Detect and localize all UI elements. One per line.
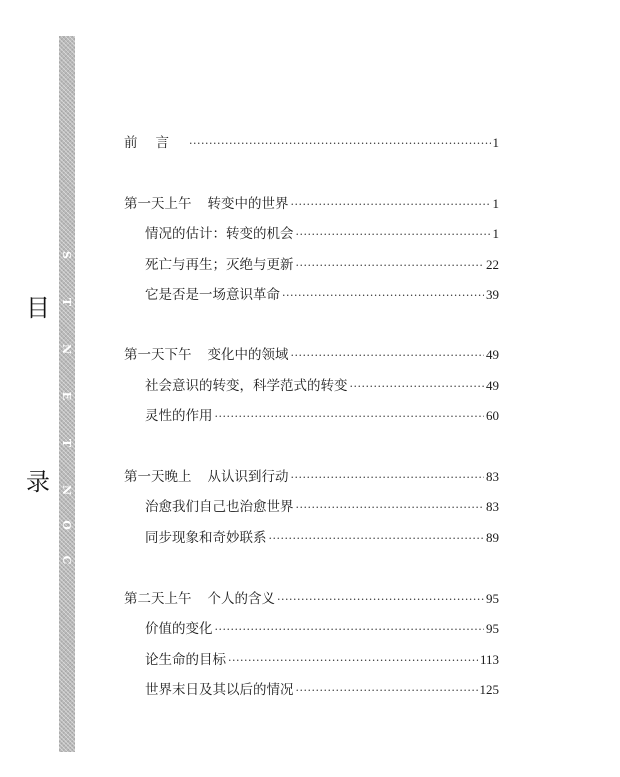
toc-section[interactable] <box>145 529 499 548</box>
chapter-prefix: 第一天下午 <box>124 347 192 363</box>
leader-dots <box>291 469 485 487</box>
leader-dots <box>296 499 485 517</box>
toc-section[interactable] <box>145 407 499 426</box>
toc-section-title: 灵性的作用 <box>145 408 213 424</box>
toc-section-title: 价值的变化 <box>145 621 213 637</box>
toc-section-title: 情况的估计：转变的机会 <box>145 226 294 242</box>
chapter-prefix: 第二天上午 <box>124 591 192 607</box>
toc-page-number: 83 <box>486 469 499 484</box>
side-title-char: 目 <box>26 294 50 322</box>
toc-page-number: 39 <box>486 287 499 302</box>
toc-section-title: 死亡与再生；灭绝与更新 <box>145 257 294 273</box>
toc-page-number: 1 <box>492 196 499 211</box>
toc-section[interactable] <box>145 286 499 305</box>
leader-dots <box>350 378 485 396</box>
toc-section-title: 它是否是一场意识革命 <box>145 287 280 303</box>
toc-chapter-3[interactable] <box>124 468 499 487</box>
leader-dots <box>282 287 484 305</box>
toc-section[interactable] <box>145 681 499 700</box>
toc-page-number: 95 <box>486 621 499 636</box>
toc-section-title: 社会意识的转变，科学范式的转变 <box>145 378 348 394</box>
toc-entry-title: 前言 <box>124 135 187 151</box>
toc-page-number: 83 <box>486 499 499 514</box>
toc-chapter-1[interactable] <box>124 195 499 214</box>
band-letter: T <box>60 438 74 448</box>
leader-dots <box>291 196 491 214</box>
toc-chapter-4[interactable] <box>124 590 499 609</box>
toc-chapter-title <box>124 346 289 364</box>
toc-chapter-2[interactable] <box>124 346 499 365</box>
leader-dots <box>228 652 478 670</box>
toc-page-number: 22 <box>486 257 499 272</box>
band-letter: N <box>60 343 74 355</box>
toc-section[interactable] <box>145 377 499 396</box>
band-letter: E <box>60 391 74 401</box>
toc-section[interactable] <box>145 498 499 517</box>
leader-dots <box>215 408 485 426</box>
leader-dots <box>269 530 485 548</box>
chapter-name: 变化中的领域 <box>207 347 289 363</box>
toc-chapter-title <box>124 195 289 213</box>
toc-page-number: 95 <box>486 591 499 606</box>
leader-dots <box>189 135 491 153</box>
leader-dots <box>291 347 485 365</box>
toc-page-number: 49 <box>486 378 499 393</box>
band-letter: O <box>60 520 74 530</box>
toc-chapter-title <box>124 468 289 486</box>
toc-section[interactable] <box>145 225 499 244</box>
toc-section-title: 治愈我们自己也治愈世界 <box>145 499 294 515</box>
toc-page-number: 49 <box>486 347 499 362</box>
toc-page-number: 113 <box>479 652 499 667</box>
chapter-name: 个人的含义 <box>207 591 275 607</box>
leader-dots <box>215 621 485 639</box>
band-letter: T <box>60 297 74 307</box>
toc-section[interactable] <box>145 651 499 670</box>
chapter-prefix: 第一天上午 <box>124 196 192 212</box>
toc-page-number: 60 <box>486 408 499 423</box>
toc-section-title: 世界末日及其以后的情况 <box>145 682 294 698</box>
chapter-name: 转变中的世界 <box>207 196 289 212</box>
toc-section[interactable] <box>145 620 499 639</box>
leader-dots <box>296 257 485 275</box>
toc-page-number: 89 <box>486 530 499 545</box>
band-letter: N <box>60 484 74 496</box>
toc-entry-preface[interactable] <box>124 134 499 153</box>
chapter-prefix: 第一天晚上 <box>124 469 192 485</box>
toc-section-title: 同步现象和奇妙联系 <box>145 530 267 546</box>
band-letter: C <box>60 555 74 565</box>
toc-chapter-title <box>124 590 275 608</box>
toc-page-number: 1 <box>492 135 499 150</box>
leader-dots <box>277 591 484 609</box>
band-letter: S <box>60 251 74 259</box>
toc-page-number: 1 <box>492 226 499 241</box>
side-title-char: 录 <box>26 468 50 496</box>
leader-dots <box>296 682 478 700</box>
toc-section-title: 论生命的目标 <box>145 652 226 668</box>
chapter-name: 从认识到行动 <box>207 469 289 485</box>
leader-dots <box>296 226 491 244</box>
toc-section[interactable] <box>145 256 499 275</box>
toc-page-number: 125 <box>479 682 499 697</box>
